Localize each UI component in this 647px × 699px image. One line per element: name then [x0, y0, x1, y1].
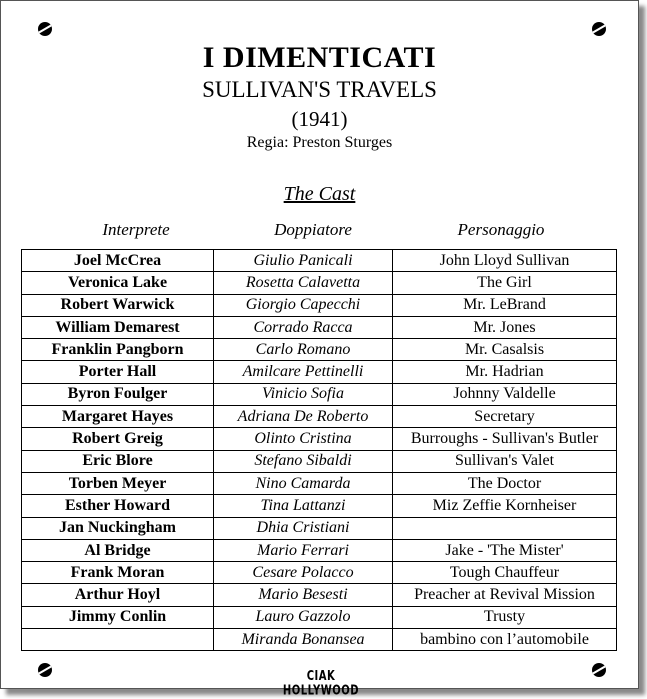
- screw-icon: [38, 663, 52, 677]
- table-row: [22, 294, 617, 316]
- film-title: SULLIVAN'S TRAVELS: [202, 77, 437, 102]
- role-cell: [393, 517, 617, 539]
- column-header-actor: Interprete: [102, 220, 170, 239]
- actor-cell: Torben Meyer: [22, 472, 214, 494]
- screw-icon: [38, 22, 52, 36]
- actor-cell: Arthur Hoyl: [22, 584, 214, 606]
- table-row: [22, 272, 617, 294]
- screw-icon: [592, 22, 606, 36]
- role-cell: Mr. Casalsis: [393, 339, 617, 361]
- table-row: [22, 539, 617, 561]
- actor-cell: Veronica Lake: [22, 272, 214, 294]
- role-cell: Secretary: [393, 406, 617, 428]
- column-header-role: Personaggio: [457, 220, 545, 239]
- voice-cell: Lauro Gazzolo: [214, 606, 393, 628]
- voice-cell: Miranda Bonansea: [214, 629, 393, 651]
- voice-cell: Rosetta Calavetta: [214, 272, 393, 294]
- table-row: [22, 406, 617, 428]
- actor-cell: Jimmy Conlin: [22, 606, 214, 628]
- actor-cell: Porter Hall: [22, 361, 214, 383]
- table-row: [22, 428, 617, 450]
- actor-cell: Esther Howard: [22, 495, 214, 517]
- role-cell: Johnny Valdelle: [393, 383, 617, 405]
- voice-cell: Amilcare Pettinelli: [214, 361, 393, 383]
- voice-cell: Stefano Sibaldi: [214, 450, 393, 472]
- cast-table: [21, 249, 617, 651]
- screw-icon: [592, 663, 606, 677]
- voice-cell: Carlo Romano: [214, 339, 393, 361]
- role-cell: Sullivan's Valet: [393, 450, 617, 472]
- actor-cell: Margaret Hayes: [22, 406, 214, 428]
- role-cell: The Doctor: [393, 472, 617, 494]
- page-title: I DIMENTICATI: [202, 41, 437, 74]
- table-row: [22, 495, 617, 517]
- actor-cell: Eric Blore: [22, 450, 214, 472]
- director-credit: Regia: Preston Sturges: [246, 134, 393, 151]
- actor-cell: Jan Nuckingham: [22, 517, 214, 539]
- voice-cell: Tina Lattanzi: [214, 495, 393, 517]
- actor-cell: Joel McCrea: [22, 250, 214, 272]
- actor-cell: Robert Warwick: [22, 294, 214, 316]
- table-row: [22, 361, 617, 383]
- table-row: [22, 584, 617, 606]
- cast-heading: The Cast: [283, 183, 356, 205]
- voice-cell: Olinto Cristina: [214, 428, 393, 450]
- role-cell: Preacher at Revival Mission: [393, 584, 617, 606]
- actor-cell: Franklin Pangborn: [22, 339, 214, 361]
- role-cell: Burroughs - Sullivan's Butler: [393, 428, 617, 450]
- voice-cell: Cesare Polacco: [214, 562, 393, 584]
- table-row: [22, 606, 617, 628]
- voice-cell: Dhia Cristiani: [214, 517, 393, 539]
- table-row: [22, 383, 617, 405]
- actor-cell: Al Bridge: [22, 539, 214, 561]
- role-cell: Tough Chauffeur: [393, 562, 617, 584]
- actor-cell: William Demarest: [22, 316, 214, 338]
- role-cell: Mr. LeBrand: [393, 294, 617, 316]
- table-row: [22, 562, 617, 584]
- voice-cell: Vinicio Sofia: [214, 383, 393, 405]
- voice-cell: Mario Ferrari: [214, 539, 393, 561]
- role-cell: Jake - 'The Mister': [393, 539, 617, 561]
- role-cell: John Lloyd Sullivan: [393, 250, 617, 272]
- table-row: [22, 316, 617, 338]
- voice-cell: Adriana De Roberto: [214, 406, 393, 428]
- role-cell: Mr. Hadrian: [393, 361, 617, 383]
- film-year: (1941): [291, 107, 348, 131]
- role-cell: The Girl: [393, 272, 617, 294]
- table-row: [22, 629, 617, 651]
- role-cell: Mr. Jones: [393, 316, 617, 338]
- voice-cell: Nino Camarda: [214, 472, 393, 494]
- table-row: [22, 472, 617, 494]
- column-header-voice: Doppiatore: [274, 220, 352, 239]
- role-cell: bambino con l’automobile: [393, 629, 617, 651]
- table-row: [22, 339, 617, 361]
- voice-cell: Mario Besesti: [214, 584, 393, 606]
- actor-cell: Frank Moran: [22, 562, 214, 584]
- ciak-hollywood-logo: CIAK HOLLYWOOD: [282, 669, 360, 699]
- table-row: [22, 450, 617, 472]
- actor-cell: Byron Foulger: [22, 383, 214, 405]
- voice-cell: Giorgio Capecchi: [214, 294, 393, 316]
- role-cell: Miz Zeffie Kornheiser: [393, 495, 617, 517]
- voice-cell: Giulio Panicali: [214, 250, 393, 272]
- actor-cell: Robert Greig: [22, 428, 214, 450]
- role-cell: Trusty: [393, 606, 617, 628]
- table-row: [22, 250, 617, 272]
- table-row: [22, 517, 617, 539]
- voice-cell: Corrado Racca: [214, 316, 393, 338]
- actor-cell: [22, 629, 214, 651]
